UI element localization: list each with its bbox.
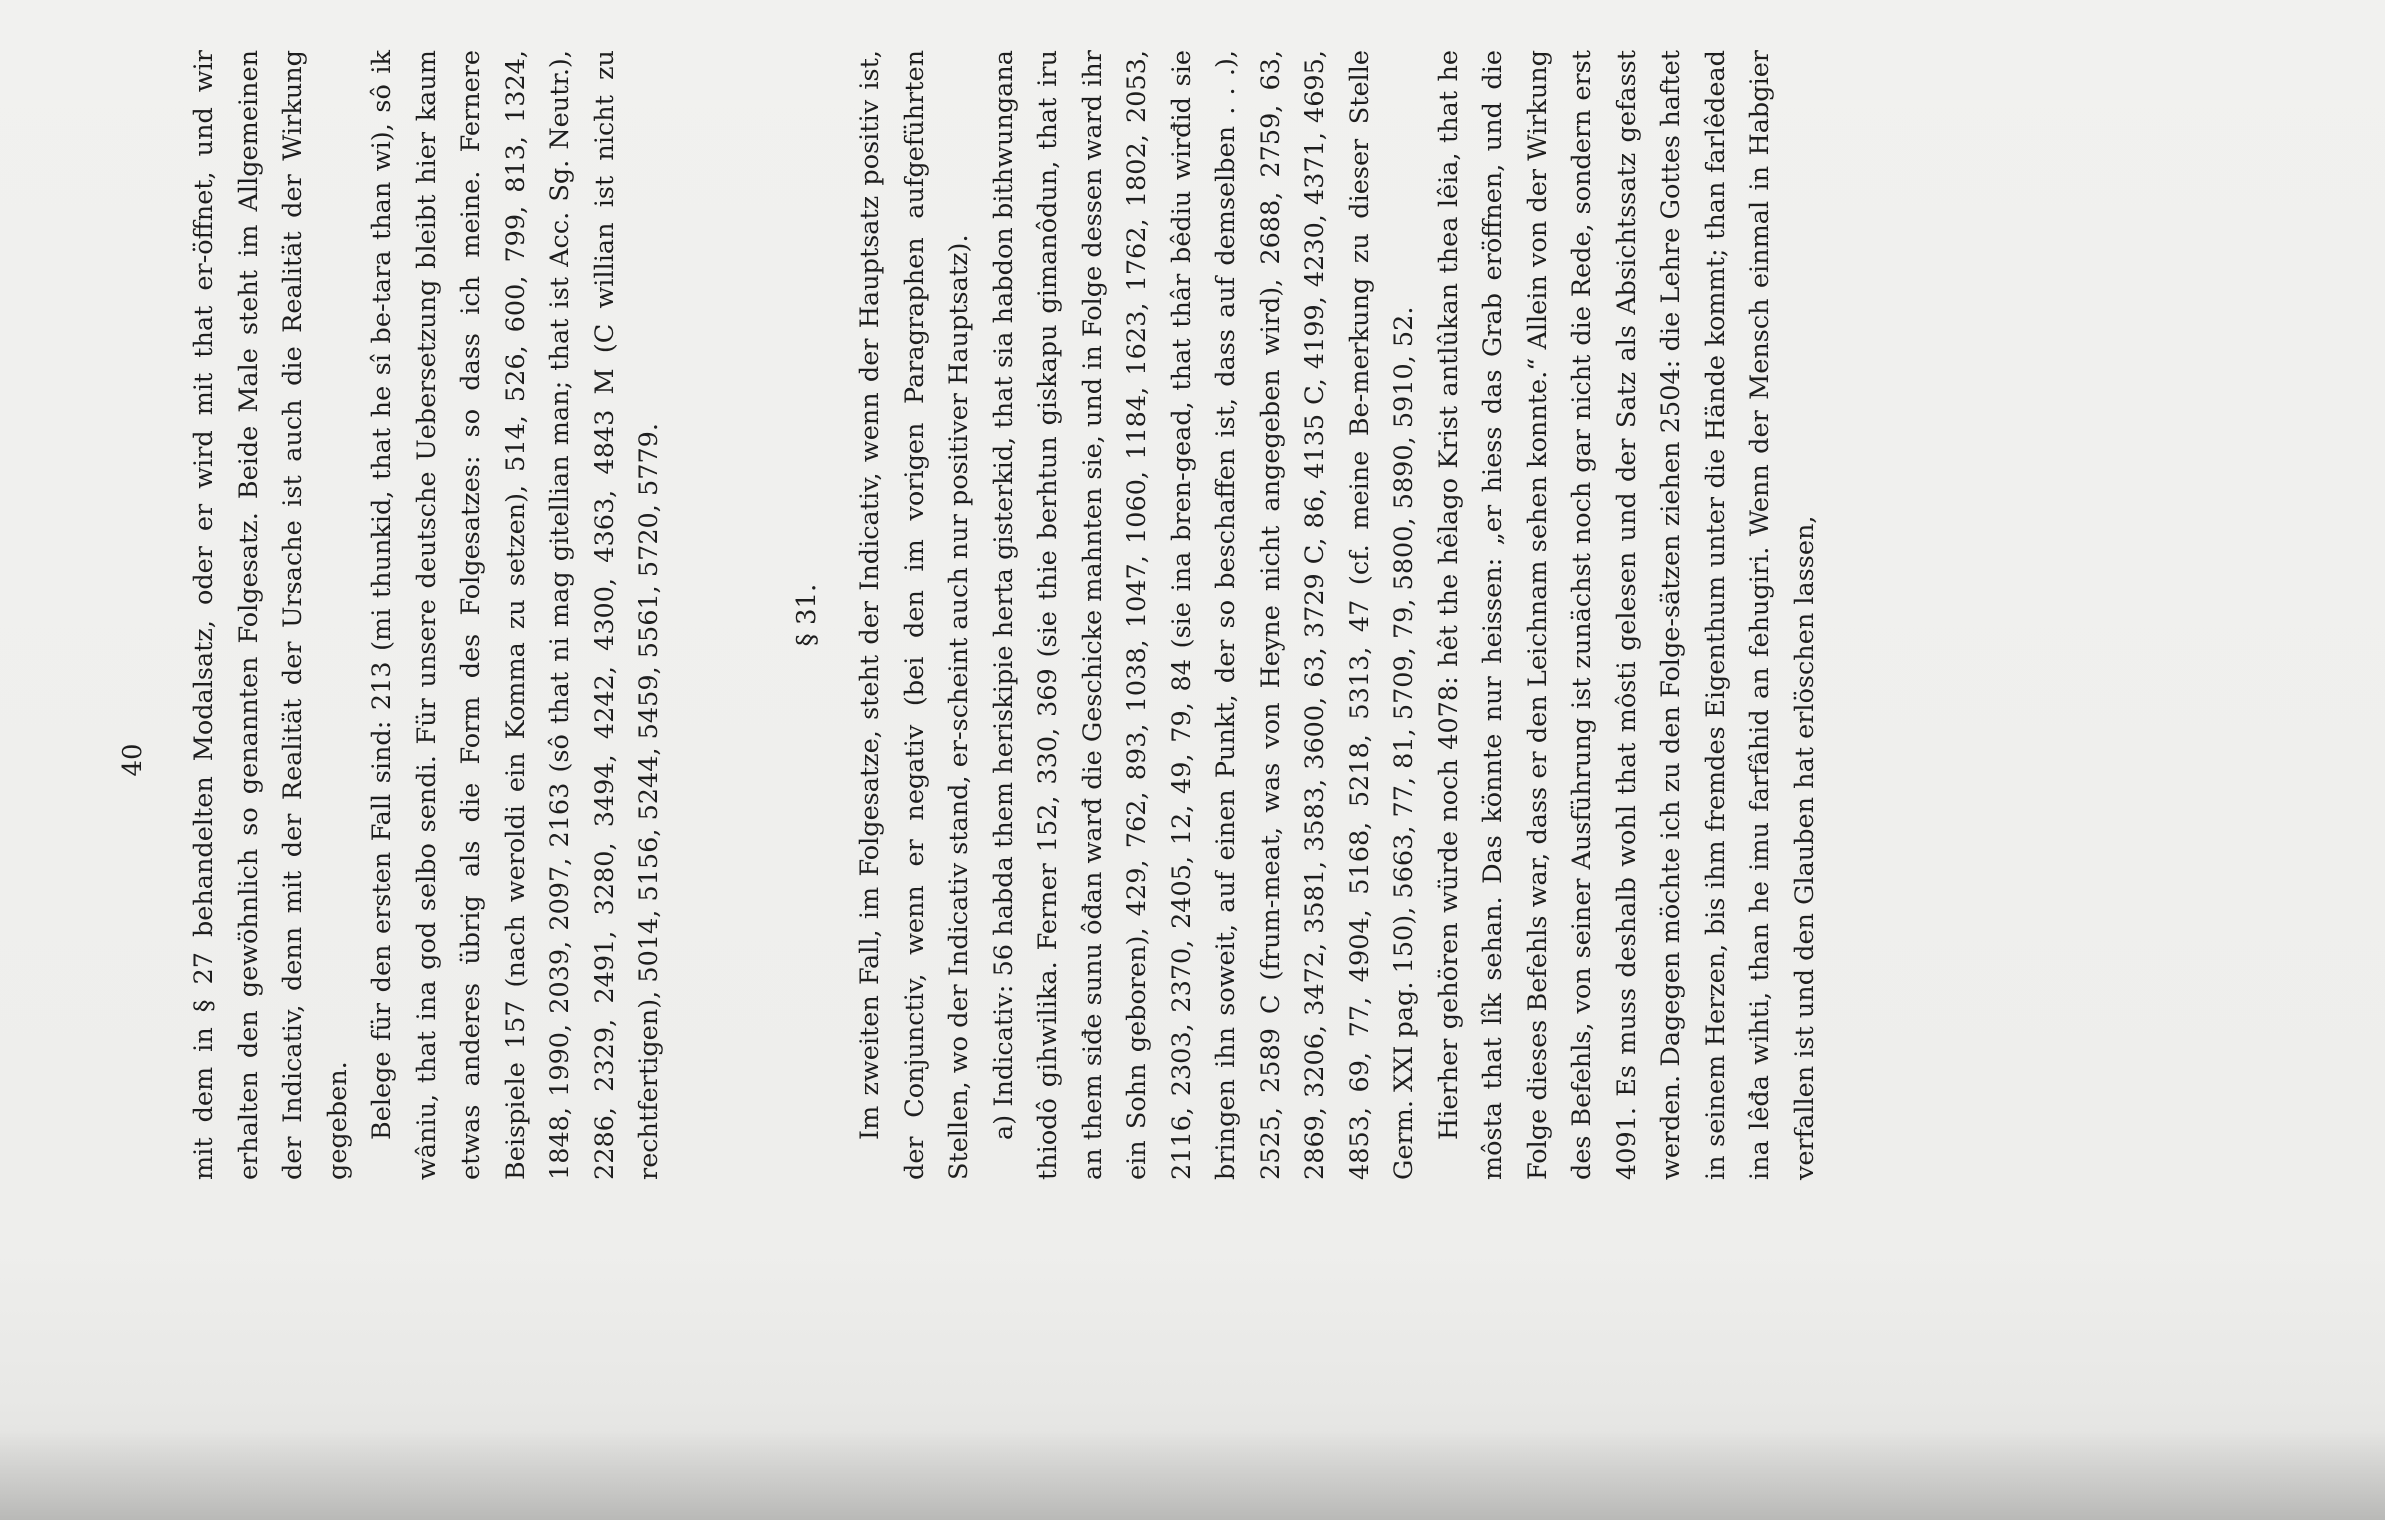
paragraph-belege: Belege für den ersten Fall sind: 213 (mi thunkid, that he sî be-tara than wi), sô ik wâniu, that ina god selbo sendi. Für unsere deutsche Uebersetzung bleibt hier kaum etwas anderes übrig als die Form des Folgesatzes: so dass ich meine. Fernere Beispiele 157 (nach weroldi ein Komma zu setzen), 514, 526, 600, 799, 813, 1324, 1848, 1990, 2039, 2097, 2163 (sô that ni mag gitellian man; that ist Acc. Sg. Neutr.), 2286, 2329, 2491, 3280, 3494, 4242, 4300, 4363, 4843 M (C willian ist nicht zu rechtfertigen), 5014, 5156, 5244, 5459, 5561, 5720, 5779. bbox=[367, 50, 664, 1180]
text-block-bottom bbox=[848, 50, 1827, 1180]
paragraph-zweiter-fall: Im zweiten Fall, im Folgesatze, steht der Indicativ, wenn der Hauptsatz positiv ist, der Conjunctiv, wenn er negativ (bei den im vorigen Paragraphen aufgeführten Stellen, wo der Indicativ stand, er-scheint auch nur positiver Hauptsatz). bbox=[855, 50, 974, 1180]
paragraph-hierher: Hierher gehören würde noch 4078: hêt the hêlago Krist antlûkan thea lêia, that he môsta that lîk sehan. Das könnte nur heissen: „er hiess das Grab eröffnen, und die Folge dieses Befehls war, dass er den Leichnam sehen konnte.“ Allein von der Wirkung des Befehls, von seiner Ausführung ist zunächst noch gar nicht die Rede, sondern erst 4091. Es muss deshalb wohl that môsti gelesen und der Satz als Absichtssatz gefasst werden. Dagegen möchte ich zu den Folge-sätzen ziehen 2504: die Lehre Gottes haftet in seinem Herzen, bis ihm fremdes Eigenthum unter die Hände kommt; than farlêdead ina lêđa wihti, than he imu farfâhid an fehugiri. Wenn der Mensch einmal in Habgier verfallen ist und den Glauben hat erlöschen lassen, bbox=[1433, 50, 1820, 1180]
paragraph-continuation: mit dem in § 27 behandelten Modalsatz, oder er wird mit that er-öffnet, und wir erhalten den gewöhnlich so genannten Folgesatz. Beide Male steht im Allgemeinen der Indicativ, denn mit der Realität der Ursache ist auch die Realität der Wirkung gegeben. bbox=[189, 50, 353, 1180]
section-heading: § 31. bbox=[792, 583, 822, 647]
paragraph-indicativ: a) Indicativ: 56 habda them heriskipie herta gisterkid, that sia habdon bithwungana thiodô gihwilika. Ferner 152, 330, 369 (sie thie berhtun giskapu gimanôdun, that iru an them siđe sunu ôđan warđ die Geschicke mahnten sie, und in Folge dessen ward ihr ein Sohn geboren), 429, 762, 893, 1038, 1047, 1060, 1184, 1623, 1762, 1802, 2053, 2116, 2303, 2370, 2405, 12, 49, 79, 84 (sie ina bren-gead, that thâr bêdiu wirđid sie bringen ihn soweit, auf einen Punkt, der so beschaffen ist, dass auf demselben . . .), 2525, 2589 C (frum-meat, was von Heyne nicht angegeben wird), 2688, 2759, 63, 2869, 3206, 3472, 3581, 3583, 3600, 63, 3729 C, 86, 4135 C, 4199, 4230, 4371, 4695, 4853, 69, 77, 4904, 5168, 5218, 5313, 47 (cf. meine Be-merkung zu dieser Stelle Germ. XXI pag. 150), 5663, 77, 81, 5709, 79, 5800, 5890, 5910, 52. bbox=[988, 50, 1419, 1180]
page-number: 40 bbox=[118, 743, 148, 777]
text-block-top bbox=[182, 50, 672, 1180]
